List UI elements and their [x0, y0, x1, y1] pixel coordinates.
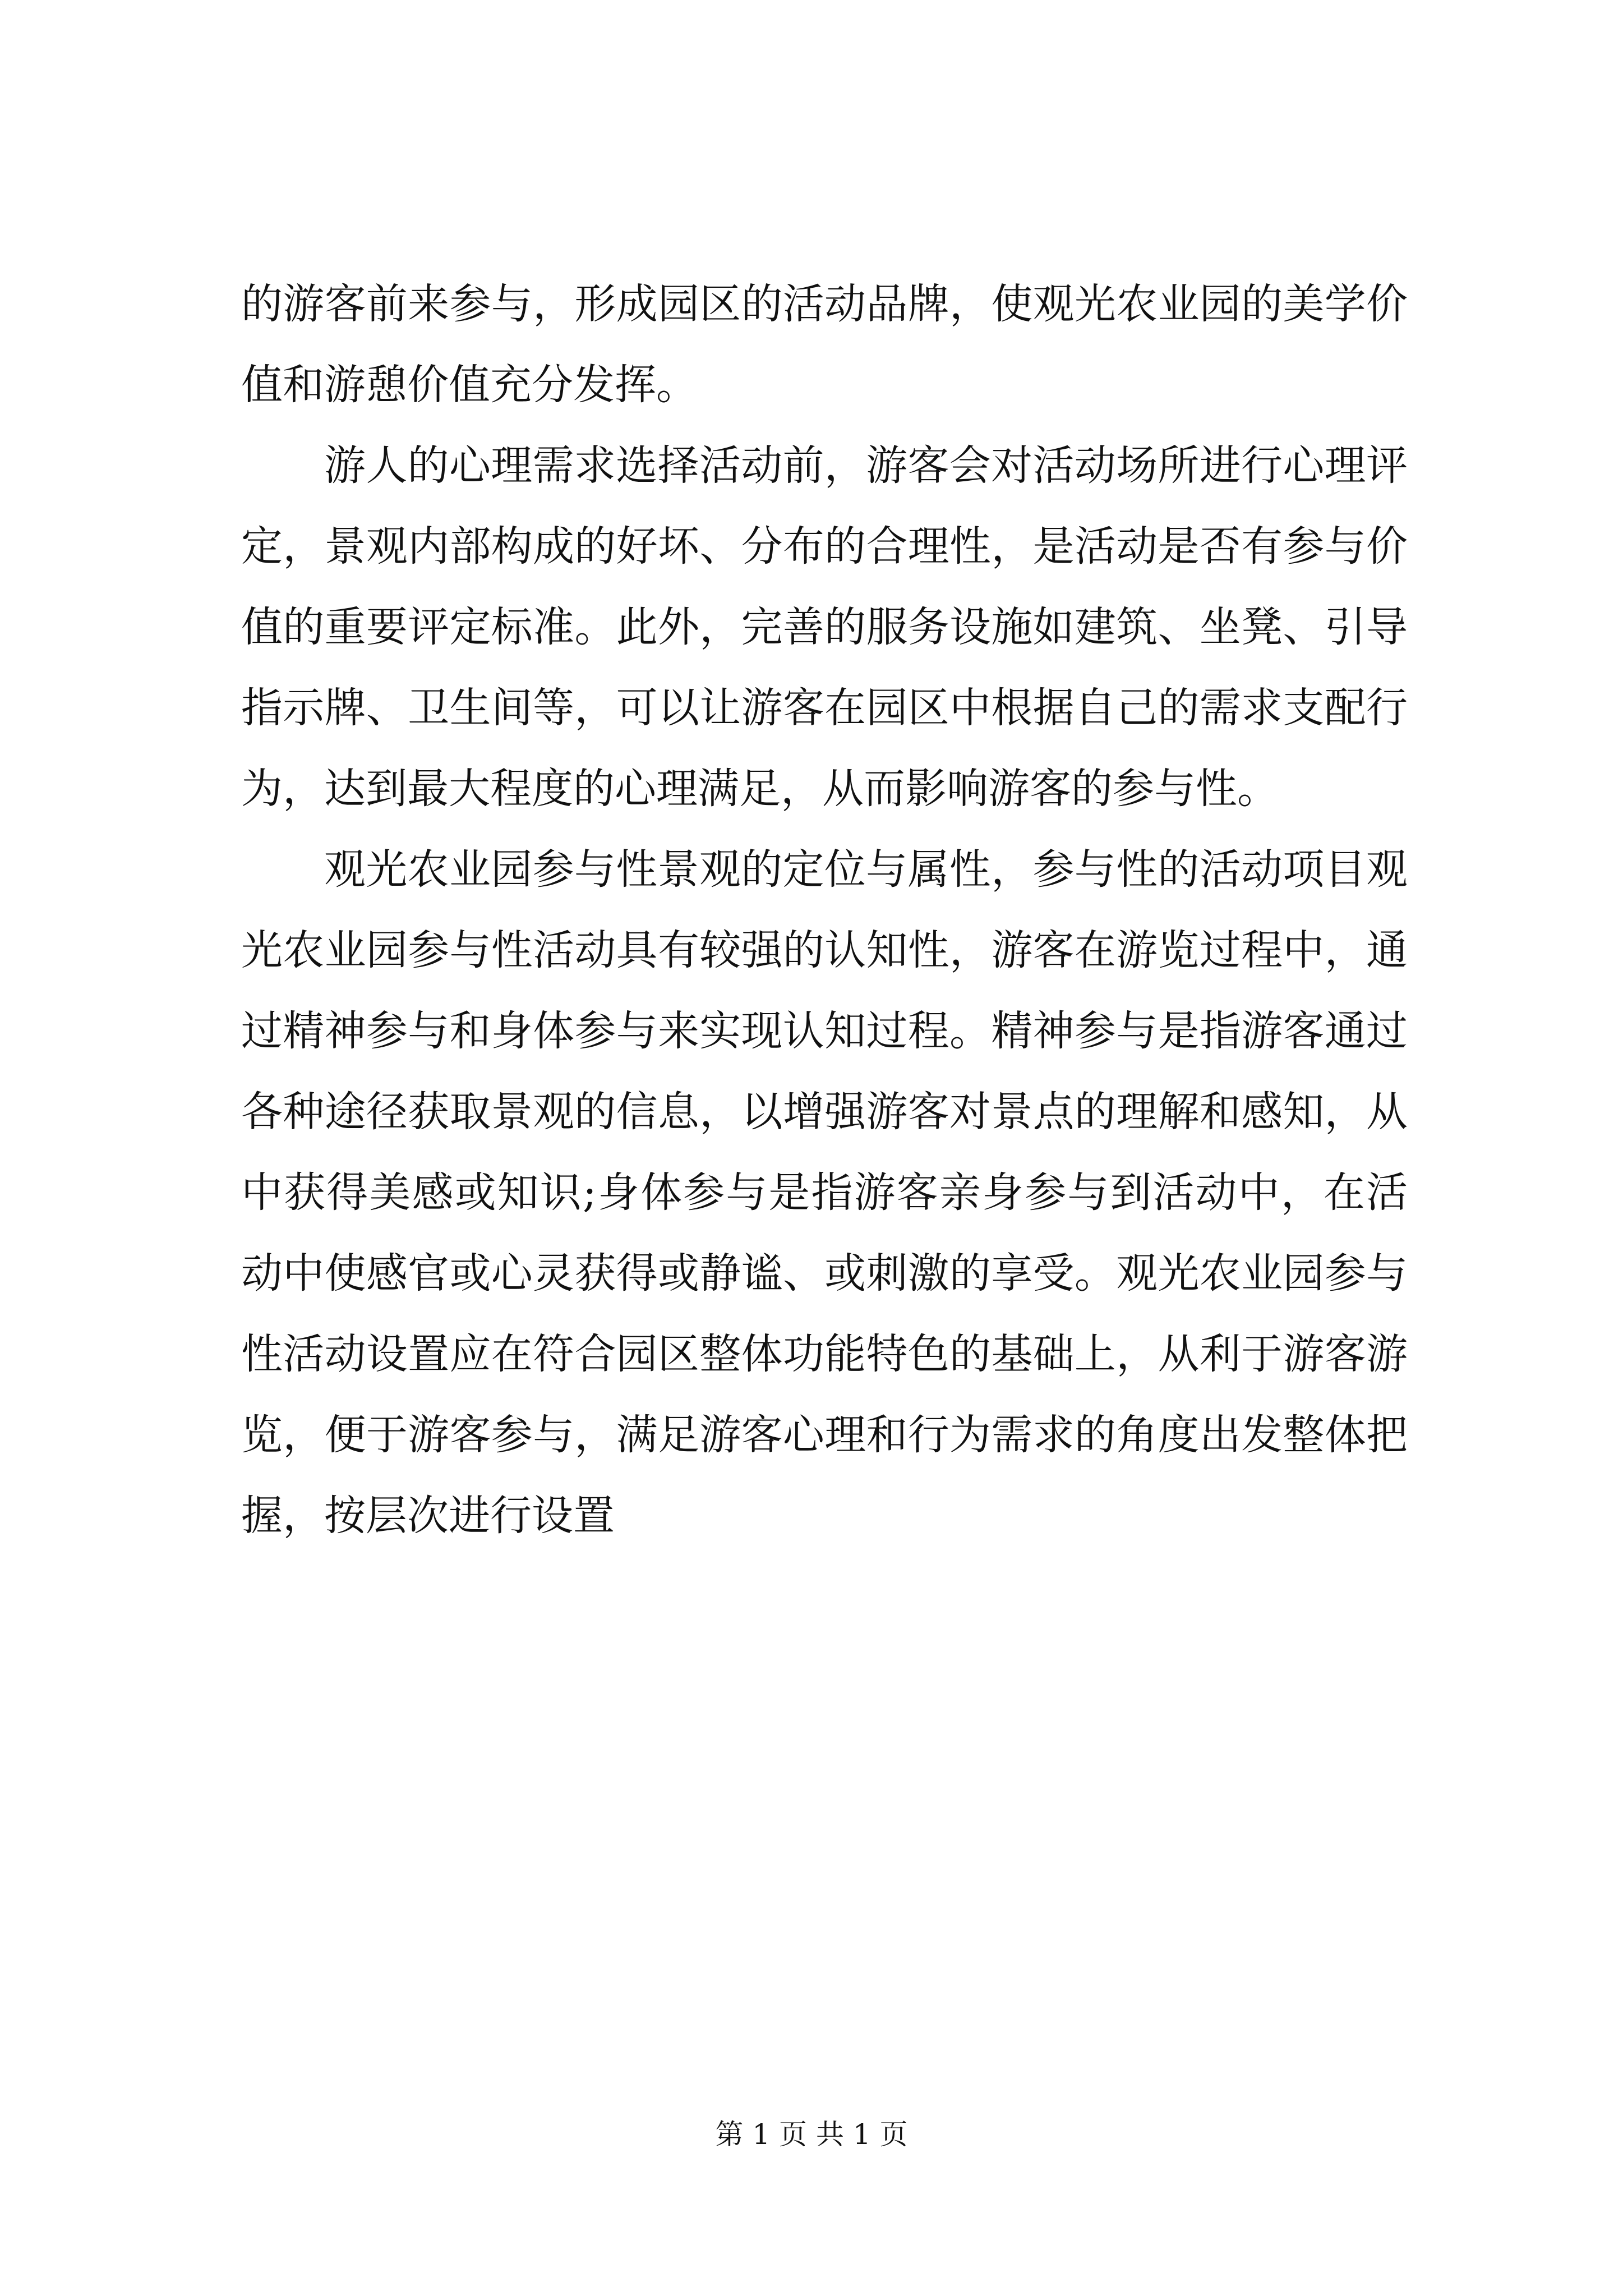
document-body	[241, 264, 1408, 1556]
page-footer: 第 1 页 共 1 页	[715, 2118, 908, 2151]
paragraph-3: 观光农业园参与性景观的定位与属性，参与性的活动项目观光农业园参与性活动具有较强的认知性，游客在游览过程中，通过精神参与和身体参与来实现认知过程。精神参与是指游客通过各种途径获取景观的信息，以增强游客对景点的理解和感知，从中获得美感或知识;身体参与是指游客亲身参与到活动中，在活动中使感官或心灵获得或静谧、或刺激的享受。观光农业园参与性活动设置应在符合园区整体功能特色的基础上，从利于游客游览，便于游客参与，满足游客心理和行为需求的角度出发整体把握，按层次进行设置	[241, 845, 1408, 1540]
paragraph-1: 的游客前来参与，形成园区的活动品牌，使观光农业园的美学价值和游憩价值充分发挥。	[241, 280, 1408, 409]
paragraph-2: 游人的心理需求选择活动前，游客会对活动场所进行心理评定，景观内部构成的好坏、分布的合理性，是活动是否有参与价值的重要评定标准。此外，完善的服务设施如建筑、坐凳、引导指示牌、卫生间等，可以让游客在园区中根据自己的需求支配行为，达到最大程度的心理满足，从而影响游客的参与性。	[241, 441, 1408, 813]
